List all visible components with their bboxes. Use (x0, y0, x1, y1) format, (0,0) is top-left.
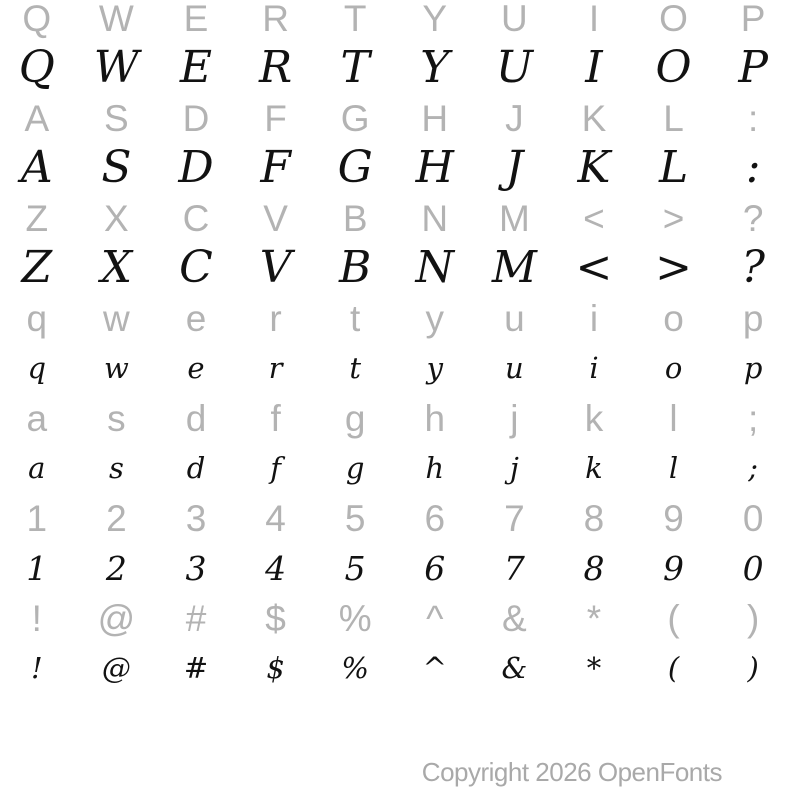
script-glyph: 8 (583, 548, 605, 588)
reference-glyph: y (425, 297, 445, 339)
reference-glyph: t (350, 297, 361, 339)
reference-glyph: h (424, 397, 446, 439)
reference-glyph: w (103, 297, 130, 339)
script-glyph: Y (420, 42, 450, 93)
reference-glyph: O (659, 0, 688, 39)
reference-glyph: 5 (344, 497, 366, 539)
reference-glyph: H (421, 97, 449, 139)
script-glyph: 1 (26, 548, 48, 588)
reference-glyph: Q (22, 0, 52, 39)
script-glyph: ; (748, 450, 759, 485)
reference-glyph: > (662, 197, 685, 239)
script-glyph: L (658, 142, 689, 193)
reference-glyph: A (24, 97, 50, 139)
script-glyph: N (415, 242, 455, 293)
script-glyph: P (738, 42, 768, 93)
script-glyph: X (100, 242, 133, 293)
reference-glyph: i (589, 297, 599, 339)
reference-glyph: 6 (424, 497, 446, 539)
reference-glyph: < (583, 197, 605, 239)
script-glyph: h (425, 450, 445, 485)
reference-glyph: F (264, 97, 287, 139)
reference-glyph-row (0, 593, 793, 643)
copyright-text: Copyright 2026 OpenFonts (421, 757, 722, 787)
reference-glyph: M (498, 197, 530, 239)
reference-glyph-row (0, 493, 793, 543)
script-glyph: t (349, 350, 361, 385)
script-glyph: A (20, 142, 53, 193)
reference-glyph: I (588, 0, 600, 39)
script-glyph-row (0, 543, 793, 593)
reference-glyph: T (343, 0, 367, 39)
reference-glyph: G (340, 97, 370, 139)
reference-glyph: q (26, 297, 48, 339)
reference-glyph-row (0, 293, 793, 343)
reference-glyph: 2 (106, 497, 127, 539)
script-glyph: 6 (424, 548, 446, 588)
script-glyph: Z (21, 242, 53, 293)
script-glyph-row (0, 443, 793, 493)
reference-glyph: e (185, 297, 207, 339)
reference-glyph-row (0, 0, 793, 43)
reference-glyph: 0 (742, 497, 764, 539)
reference-glyph: N (421, 197, 449, 239)
reference-glyph: # (185, 597, 207, 639)
reference-glyph: f (270, 397, 281, 439)
script-glyph: I (585, 42, 603, 93)
reference-glyph: : (748, 97, 759, 139)
script-glyph: W (93, 42, 139, 93)
reference-glyph: p (742, 297, 764, 339)
script-glyph: ) (747, 650, 759, 685)
script-glyph-row (0, 243, 793, 293)
reference-glyph: R (262, 0, 289, 39)
reference-glyph: $ (265, 597, 286, 639)
script-glyph: O (655, 42, 692, 93)
script-glyph: & (501, 650, 528, 685)
reference-glyph: L (663, 97, 684, 139)
reference-glyph: a (26, 397, 48, 439)
script-glyph: # (183, 650, 209, 685)
reference-glyph-row (0, 393, 793, 443)
script-glyph: g (345, 450, 365, 485)
script-glyph: $ (266, 650, 285, 685)
reference-glyph: 9 (663, 497, 684, 539)
script-glyph: d (186, 450, 206, 485)
script-glyph-row (0, 343, 793, 393)
script-glyph: B (339, 242, 372, 293)
reference-glyph: @ (97, 597, 136, 639)
reference-glyph: o (663, 297, 684, 339)
reference-glyph: 7 (504, 497, 525, 539)
script-glyph: p (743, 350, 763, 385)
reference-glyph: W (98, 0, 134, 39)
script-glyph: G (337, 142, 373, 193)
reference-glyph: ? (742, 197, 764, 239)
reference-glyph: & (502, 597, 527, 639)
reference-glyph: C (182, 197, 210, 239)
reference-glyph: r (269, 297, 282, 339)
script-glyph: f (270, 450, 281, 485)
script-glyph: 5 (344, 548, 366, 588)
reference-glyph: P (740, 0, 766, 39)
script-glyph: V (259, 242, 292, 293)
script-glyph: M (491, 242, 537, 293)
reference-glyph: l (669, 397, 678, 439)
reference-glyph: 3 (185, 497, 207, 539)
script-glyph: H (415, 142, 454, 193)
script-glyph: S (101, 142, 132, 193)
script-glyph: r (268, 350, 283, 385)
reference-glyph: k (584, 397, 604, 439)
script-glyph: D (178, 142, 214, 193)
script-glyph: E (179, 42, 213, 93)
reference-glyph: D (182, 97, 210, 139)
reference-glyph: E (183, 0, 209, 39)
reference-glyph: 8 (583, 497, 605, 539)
reference-glyph: V (263, 197, 288, 239)
script-glyph: : (745, 142, 761, 193)
script-glyph: * (586, 650, 602, 685)
script-glyph: 9 (663, 548, 685, 588)
reference-glyph: B (342, 197, 368, 239)
script-glyph-row (0, 143, 793, 193)
script-glyph: R (259, 42, 293, 93)
script-glyph: J (505, 142, 524, 193)
reference-glyph: u (504, 297, 525, 339)
script-glyph: ? (741, 242, 765, 293)
script-glyph: w (103, 350, 129, 385)
reference-glyph: 1 (26, 497, 48, 539)
reference-glyph: ; (748, 397, 759, 439)
reference-glyph: g (344, 397, 366, 439)
script-glyph: > (655, 242, 692, 293)
script-glyph: i (589, 350, 599, 385)
script-glyph-row (0, 643, 793, 693)
reference-glyph: 4 (265, 497, 286, 539)
script-glyph: T (340, 42, 370, 93)
script-glyph: F (260, 142, 291, 193)
script-glyph: e (187, 350, 205, 385)
script-glyph: ! (30, 650, 43, 685)
reference-glyph: K (581, 97, 607, 139)
script-glyph: U (495, 42, 533, 93)
script-glyph-row (0, 43, 793, 93)
reference-glyph-row (0, 93, 793, 143)
script-glyph: 4 (265, 548, 287, 588)
script-glyph: y (426, 350, 443, 385)
reference-glyph: Z (25, 197, 49, 239)
reference-glyph: ( (667, 597, 680, 639)
script-glyph: a (28, 450, 46, 485)
script-glyph: 0 (742, 548, 764, 588)
script-glyph: s (108, 450, 124, 485)
script-glyph: Q (18, 42, 55, 93)
reference-glyph: Y (422, 0, 448, 39)
reference-glyph: U (500, 0, 528, 39)
reference-glyph-row (0, 193, 793, 243)
script-glyph: ( (667, 650, 680, 685)
reference-glyph: % (338, 597, 372, 639)
script-glyph: @ (101, 650, 131, 685)
script-glyph: < (575, 242, 613, 293)
reference-glyph: ! (31, 597, 42, 639)
script-glyph: 3 (185, 548, 207, 588)
reference-glyph: ^ (426, 597, 444, 639)
reference-glyph: X (104, 197, 129, 239)
script-glyph: u (505, 350, 524, 385)
script-glyph: ^ (422, 650, 447, 685)
script-glyph: l (668, 450, 679, 485)
script-glyph: 2 (105, 548, 127, 588)
reference-glyph: j (510, 397, 519, 439)
script-glyph: j (509, 450, 519, 485)
script-glyph: % (341, 650, 369, 685)
script-glyph: 7 (503, 548, 525, 588)
reference-glyph: S (104, 97, 129, 139)
reference-glyph: ) (746, 597, 760, 639)
reference-glyph: * (586, 597, 602, 639)
reference-glyph: J (505, 97, 524, 139)
script-glyph: q (27, 350, 47, 385)
reference-glyph: s (107, 397, 126, 439)
script-glyph: C (179, 242, 213, 293)
script-glyph: k (585, 450, 603, 485)
script-glyph: o (664, 350, 683, 385)
reference-glyph: d (185, 397, 207, 439)
script-glyph: K (577, 142, 611, 193)
